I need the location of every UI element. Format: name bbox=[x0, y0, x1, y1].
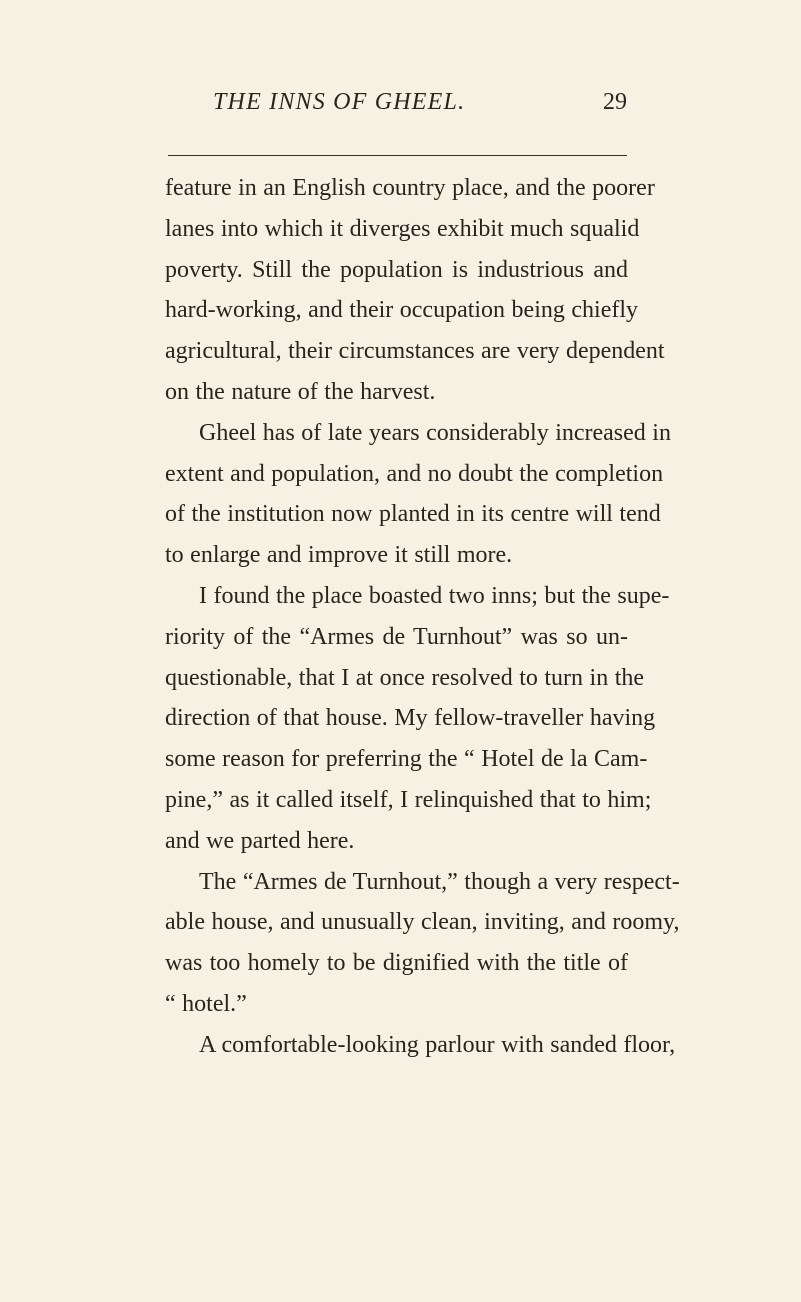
text-line: hard-working, and their occupation being chiefly bbox=[165, 297, 639, 324]
text-line: pine,” as it called itself, I relinquished that to him; bbox=[165, 786, 652, 813]
text-line: I found the place boasted two inns; but the supe- bbox=[199, 582, 670, 609]
text-line: A comfortable-looking parlour with sanded floor, bbox=[199, 1031, 676, 1058]
body-text bbox=[165, 168, 680, 1066]
text-line: was too homely to be dignified with the title of bbox=[165, 950, 628, 977]
text-line: agricultural, their circumstances are very dependent bbox=[165, 338, 665, 365]
text-line: some reason for preferring the “ Hotel de la Cam- bbox=[165, 746, 648, 773]
running-title: THE INNS OF GHEEL. bbox=[213, 89, 466, 115]
header-rule bbox=[168, 155, 627, 156]
text-line: “ hotel.” bbox=[165, 990, 247, 1017]
text-line: riority of the “Armes de Turnhout” was so un- bbox=[165, 623, 628, 650]
page-number: 29 bbox=[603, 89, 627, 115]
running-head bbox=[168, 84, 627, 120]
text-line: lanes into which it diverges exhibit much squalid bbox=[165, 215, 640, 242]
text-line: feature in an English country place, and the poorer bbox=[165, 175, 655, 201]
text-line: to enlarge and improve it still more. bbox=[165, 542, 513, 569]
text-line: on the nature of the harvest. bbox=[165, 378, 436, 405]
text-line: questionable, that I at once resolved to turn in the bbox=[165, 664, 645, 691]
text-line: direction of that house. My fellow-traveller having bbox=[165, 705, 656, 732]
text-line: able house, and unusually clean, inviting, and roomy, bbox=[165, 909, 680, 936]
text-line: extent and population, and no doubt the completion bbox=[165, 460, 664, 487]
text-line: of the institution now planted in its centre will tend bbox=[165, 501, 661, 528]
text-line: and we parted here. bbox=[165, 827, 355, 854]
text-line: The “Armes de Turnhout,” though a very respect- bbox=[199, 868, 680, 895]
text-line: Gheel has of late years considerably increased in bbox=[199, 419, 671, 446]
text-line: poverty. Still the population is industrious and bbox=[165, 256, 628, 283]
